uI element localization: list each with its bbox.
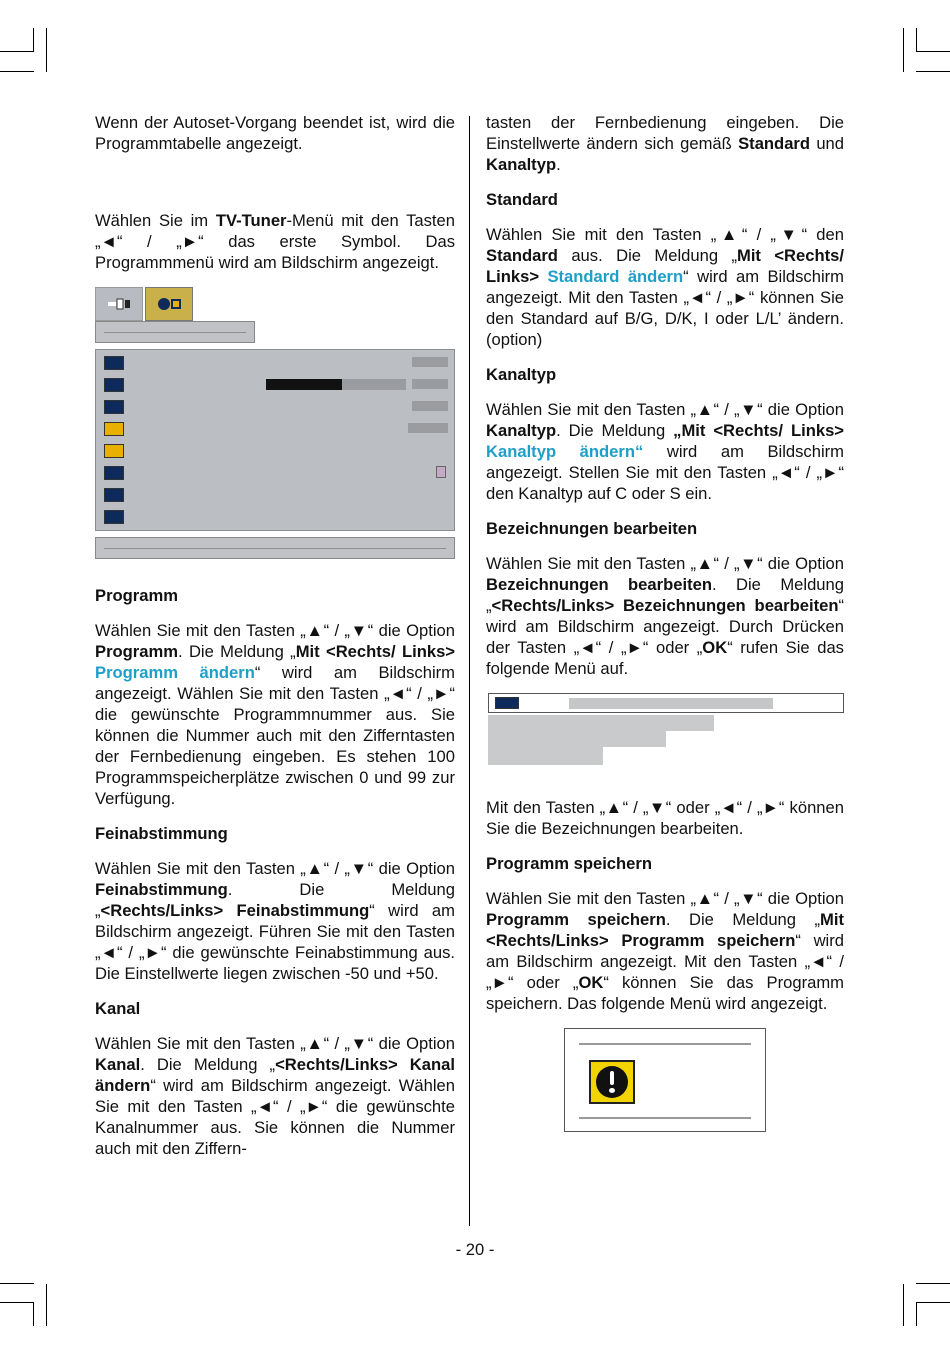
text-span: . Die Meldung „ bbox=[665, 910, 821, 929]
text-span: “ wird am Bildschirm angezeigt. Durch Drücken der Tasten „◄“ / „►“ oder „ bbox=[486, 596, 844, 657]
menu-title-bar bbox=[95, 321, 255, 343]
bold-term: Bezeichnungen bearbeiten bbox=[486, 575, 712, 594]
bold-term: Kanal bbox=[95, 1055, 141, 1074]
crop-mark bbox=[916, 28, 917, 52]
bold-term: Kanaltyp bbox=[486, 155, 557, 174]
menu-row-feinabstimmung bbox=[96, 375, 456, 395]
bezeichnungen-after-paragraph: Mit den Tasten „▲“ / „▼“ oder „◄“ / „►“ können Sie die Bezeichnungen bearbeiten. bbox=[486, 798, 844, 838]
tv-tuner-paragraph bbox=[95, 210, 455, 273]
tv-tuner-tab-icon bbox=[95, 287, 143, 321]
menu-row-programm bbox=[96, 353, 456, 373]
bold-term: Mit <Rechts/ Links> bbox=[295, 642, 455, 661]
bold-term: „Mit <Rechts/ Links> bbox=[673, 421, 844, 440]
text-span: . Die Meldung „ bbox=[140, 1055, 276, 1074]
bold-term: Mit <Rechts/Links> Programm speichern bbox=[486, 910, 844, 950]
crop-mark bbox=[0, 71, 34, 72]
text-span: Wählen Sie mit den Tasten „▲“ / „▼“ die Option bbox=[95, 1034, 455, 1053]
text-span: “ rufen Sie das folgende Menü auf. bbox=[486, 638, 844, 678]
right-arrow-icon bbox=[436, 466, 446, 478]
text-span: Wählen Sie mit den Tasten „▲“ / „▼“ die Option bbox=[486, 400, 844, 419]
text-span: “ wird am Bildschirm angezeigt. Mit den Tasten „◄“ / „►“ oder „ bbox=[486, 931, 844, 992]
name-edit-figure bbox=[486, 693, 844, 767]
standard-icon bbox=[104, 422, 124, 436]
bold-term: Kanaltyp bbox=[486, 421, 557, 440]
bold-term: Programm speichern bbox=[486, 910, 666, 929]
highlight-term: Standard ändern bbox=[539, 267, 684, 286]
program-icon bbox=[104, 356, 124, 370]
program-menu-figure bbox=[95, 287, 455, 559]
menu-value bbox=[412, 401, 448, 411]
text-span: Wählen Sie mit den Tasten „▲“ / „▼“ die Option bbox=[95, 859, 455, 878]
crop-mark bbox=[916, 1302, 950, 1303]
fine-tune-bar bbox=[266, 379, 406, 390]
kanal-paragraph bbox=[95, 1033, 455, 1159]
page-number: - 20 - bbox=[455, 1240, 495, 1259]
crop-mark bbox=[903, 28, 904, 72]
speichern-paragraph bbox=[486, 888, 844, 1014]
text-span: . Die Meldung bbox=[556, 421, 674, 440]
bold-term: Standard bbox=[486, 246, 558, 265]
right-column bbox=[486, 112, 844, 1132]
text-span: . Die Meldung „ bbox=[486, 575, 844, 615]
text-span: “ wird am Bildschirm angezeigt. Wählen Sie mit den Tasten „◄“ / „►“ die gewünschte Programmnummer aus. Sie können die Nummer auch mit den Zifferntasten der Fernbedienung eingeben. Es stehen 100 Programmspeicherplätze zwischen 0 und 99 zur Verfügung. bbox=[95, 663, 455, 808]
intro-paragraph: Wenn der Autoset-Vorgang beendet ist, wird die Programmtabelle angezeigt. bbox=[95, 113, 455, 153]
continued-paragraph bbox=[486, 112, 844, 175]
bold-term: Standard bbox=[738, 134, 811, 153]
text-span: Wählen Sie mit den Tasten „▲“ / „▼“ die Option bbox=[486, 554, 844, 573]
crop-mark bbox=[0, 1283, 34, 1284]
menu-row-speichern bbox=[96, 485, 456, 505]
menu-row-kanaltyp bbox=[96, 441, 456, 461]
text-span: Wählen Sie mit den Tasten „▲“ / „▼“ die Option bbox=[486, 889, 844, 908]
heading-speichern: Programm speichern bbox=[486, 854, 652, 873]
text-span: und bbox=[810, 134, 844, 153]
heading-bezeichnungen: Bezeichnungen bearbeiten bbox=[486, 519, 698, 538]
warning-icon bbox=[589, 1060, 635, 1104]
store-warning-dialog bbox=[564, 1028, 766, 1132]
name-icon bbox=[495, 697, 519, 709]
menu-footer-bar bbox=[95, 537, 455, 559]
menu-row-standard bbox=[96, 419, 456, 439]
bold-term: Mit <Rechts/ Links> bbox=[486, 246, 844, 286]
bold-term: Feinabstimmung bbox=[95, 880, 228, 899]
programm-paragraph bbox=[95, 620, 455, 809]
standard-paragraph bbox=[486, 224, 844, 350]
bold-term: OK bbox=[702, 638, 728, 657]
keyboard-row bbox=[488, 715, 714, 731]
table-icon bbox=[104, 510, 124, 524]
crop-mark bbox=[0, 51, 34, 52]
bold-term: <Rechts/Links> Kanal ändern bbox=[95, 1055, 455, 1095]
bold-term: Programm bbox=[95, 642, 178, 661]
text-span: . Die Meldung „ bbox=[178, 642, 296, 661]
channel-icon bbox=[104, 400, 124, 414]
heading-feinabstimmung: Feinabstimmung bbox=[95, 824, 228, 843]
bold-term: TV-Tuner bbox=[215, 211, 287, 230]
menu-row-kanal bbox=[96, 397, 456, 417]
keyboard-row bbox=[488, 731, 666, 747]
column-divider bbox=[469, 116, 470, 1226]
bold-term: OK bbox=[578, 973, 604, 992]
text-span: Wählen Sie mit den Tasten „▲“ / „▼“ die Option bbox=[95, 621, 455, 640]
program-tab-icon bbox=[145, 287, 193, 321]
name-field bbox=[569, 698, 773, 709]
keyboard-row bbox=[488, 747, 603, 765]
menu-value bbox=[412, 357, 448, 367]
text-span: “ wird am Bildschirm angezeigt. Mit den Tasten „◄“ / „►“ können Sie den Standard auf B/G, D/K, I oder L/L’ ändern. (option) bbox=[486, 267, 844, 349]
heading-kanal: Kanal bbox=[95, 999, 141, 1018]
text-span: -Menü mit den Tasten „◄“ / „►“ das erste Symbol. Das Programmmenü wird am Bildschirm angezeigt. bbox=[95, 211, 456, 272]
menu-row-tabelle bbox=[96, 507, 456, 527]
channel-type-icon bbox=[104, 444, 124, 458]
store-icon bbox=[104, 488, 124, 502]
highlight-term: Kanaltyp ändern“ bbox=[486, 442, 644, 461]
crop-mark bbox=[0, 1302, 34, 1303]
text-span: tasten der Fernbedienung eingeben. Die Einstellwerte ändern sich gemäß bbox=[486, 113, 844, 153]
highlight-term: Programm ändern bbox=[95, 663, 255, 682]
text-span: . bbox=[556, 155, 561, 174]
text-span: wird am Bildschirm angezeigt. Stellen Sie mit den Tasten „◄“ / „►“ den Kanaltyp auf C oder S ein. bbox=[486, 442, 844, 503]
text-span: “ können Sie das Programm speichern. Das folgende Menü wird angezeigt. bbox=[486, 973, 844, 1013]
crop-mark bbox=[33, 28, 34, 52]
crop-mark bbox=[46, 1284, 47, 1326]
heading-programm: Programm bbox=[95, 586, 178, 605]
fine-tune-icon bbox=[104, 378, 124, 392]
bezeichnungen-paragraph bbox=[486, 553, 844, 679]
crop-mark bbox=[916, 51, 950, 52]
heading-kanaltyp: Kanaltyp bbox=[486, 365, 557, 384]
text-span: . Die Meldung „ bbox=[95, 880, 455, 920]
menu-value bbox=[412, 379, 448, 389]
heading-standard: Standard bbox=[486, 190, 558, 209]
menu-value bbox=[408, 423, 448, 433]
text-span: aus. Die Meldung „ bbox=[557, 246, 737, 265]
menu-row-bezeichnung bbox=[96, 463, 456, 483]
bold-term: <Rechts/Links> Feinabstimmung bbox=[100, 901, 370, 920]
feinabstimmung-paragraph bbox=[95, 858, 455, 984]
program-menu bbox=[95, 349, 455, 531]
left-column bbox=[95, 112, 455, 1173]
crop-mark bbox=[916, 71, 950, 72]
text-span: “ wird am Bildschirm angezeigt. Wählen Sie mit den Tasten „◄“ / „►“ die gewünschte Kanalnummer aus. Sie können die Nummer auch mit den Ziffern- bbox=[95, 1076, 455, 1158]
name-edit-row bbox=[488, 693, 844, 713]
crop-mark bbox=[916, 1283, 950, 1284]
crop-mark bbox=[903, 1284, 904, 1326]
bold-term: <Rechts/Links> Bezeichnungen bearbeiten bbox=[491, 596, 839, 615]
text-span: Wählen Sie im bbox=[95, 211, 216, 230]
name-icon bbox=[104, 466, 124, 480]
text-span: “ wird am Bildschirm angezeigt. Führen Sie mit den Tasten „◄“ / „►“ die gewünschte Feinabstimmung aus. Die Einstellwerte liegen zwischen -50 und +50. bbox=[95, 901, 455, 983]
crop-mark bbox=[916, 1302, 917, 1326]
text-span: Wählen Sie mit den Tasten „▲“ / „▼“ den bbox=[486, 225, 844, 244]
kanaltyp-paragraph bbox=[486, 399, 844, 504]
crop-mark bbox=[46, 28, 47, 72]
crop-mark bbox=[33, 1302, 34, 1326]
